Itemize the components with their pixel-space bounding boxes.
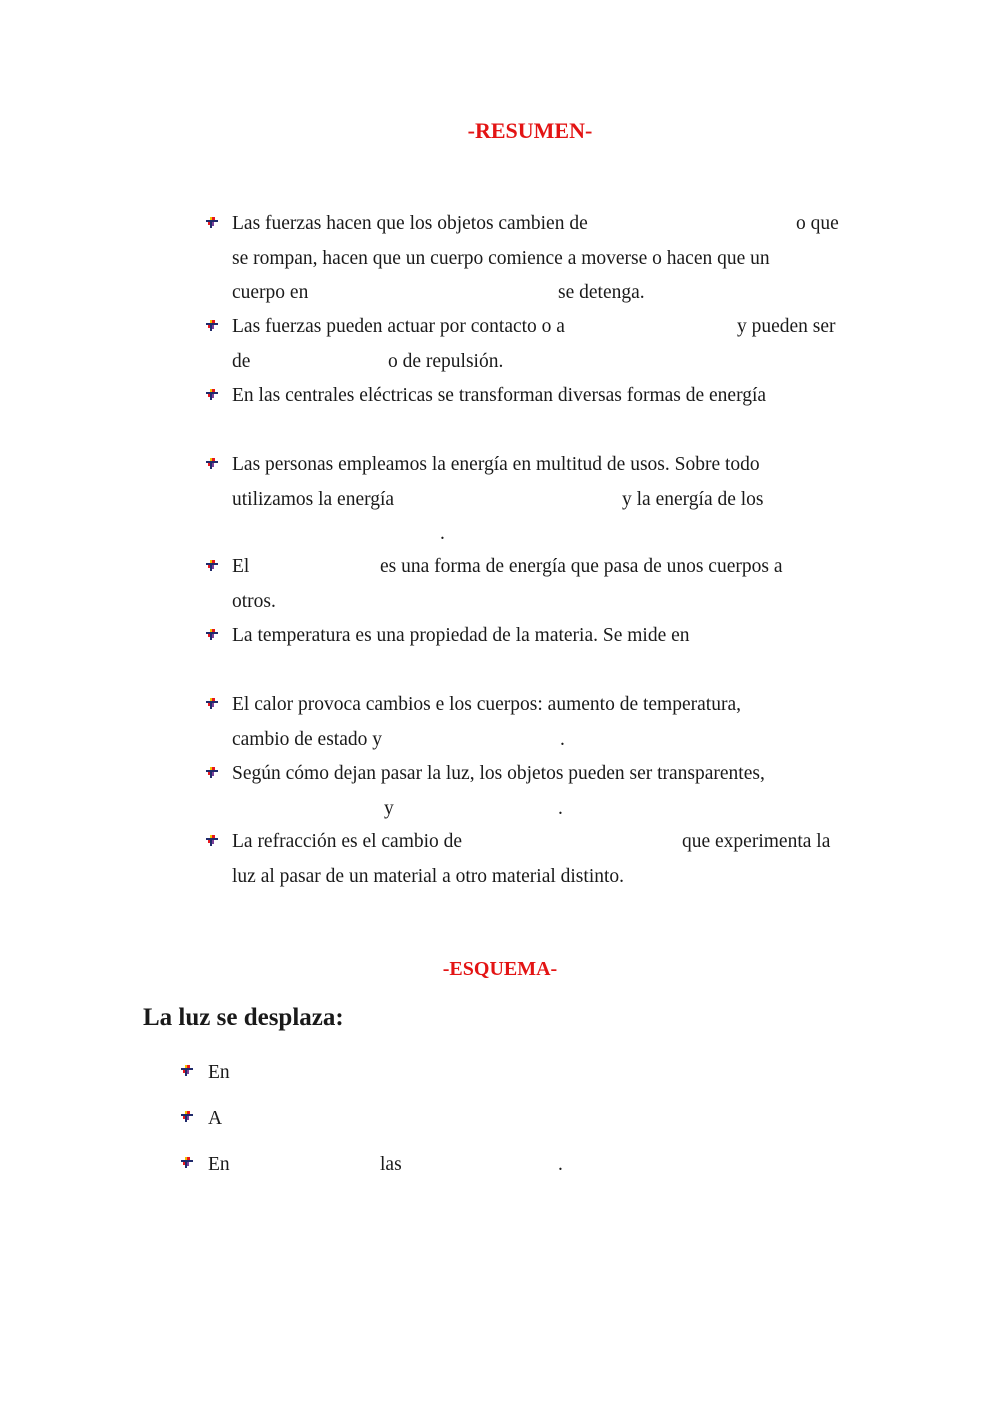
text-segment: que experimenta la <box>682 831 831 852</box>
text-segment: La temperatura es una propiedad de la materia. Se mide en <box>232 625 690 646</box>
text-line <box>232 483 857 518</box>
text-segment: Las fuerzas hacen que los objetos cambien de <box>232 213 588 234</box>
resumen-item <box>232 825 857 894</box>
resumen-title: -RESUMEN- <box>467 118 593 143</box>
resumen-item <box>232 207 857 311</box>
text-line <box>232 825 857 860</box>
text-segment: otros. <box>232 590 276 612</box>
text-segment: y la energía de los <box>622 488 764 510</box>
resumen-item <box>232 619 857 654</box>
text-segment: El calor provoca cambios e los cuerpos: aumento de temperatura, <box>232 694 741 715</box>
bullet-icon <box>203 626 221 644</box>
bullet-icon <box>203 557 221 575</box>
esquema-title: -ESQUEMA- <box>442 958 558 980</box>
text-line <box>232 688 857 723</box>
esquema-item-text: En <box>208 1062 230 1083</box>
text-segment: . <box>440 523 445 544</box>
resumen-item <box>232 550 857 619</box>
bullet-icon <box>178 1154 196 1172</box>
text-line <box>232 345 857 380</box>
text-segment: cambio de estado y <box>232 728 382 750</box>
text-segment: En las centrales eléctricas se transforman diversas formas de energía <box>232 385 767 406</box>
esquema-item-text: las <box>380 1154 402 1175</box>
text-segment: y pueden ser <box>737 316 836 337</box>
esquema-heading: La luz se desplaza: <box>143 1004 344 1031</box>
bullet-icon <box>178 1108 196 1126</box>
bullet-icon <box>203 455 221 473</box>
text-line <box>232 207 857 242</box>
text-line <box>232 379 857 414</box>
resumen-item <box>232 688 857 757</box>
text-segment: de <box>232 350 251 372</box>
text-segment: o de repulsión. <box>388 350 504 372</box>
text-segment: utilizamos la energía <box>232 488 395 510</box>
text-line <box>232 448 857 483</box>
bullet-icon <box>203 317 221 335</box>
bullet-icon <box>203 764 221 782</box>
text-segment: cuerpo en <box>232 282 309 303</box>
text-line <box>232 860 857 895</box>
resumen-item <box>232 310 857 379</box>
text-segment: . <box>558 797 563 819</box>
text-segment: El <box>232 556 250 577</box>
resumen-item <box>232 448 857 552</box>
esquema-item-text: . <box>558 1154 563 1175</box>
esquema-item-text: A <box>208 1108 223 1129</box>
text-segment: La refracción es el cambio de <box>232 831 463 852</box>
text-segment: o que <box>796 213 839 234</box>
text-line <box>232 276 857 311</box>
text-segment: y <box>384 797 394 819</box>
text-line <box>232 517 857 552</box>
text-line <box>232 310 857 345</box>
bullet-icon <box>178 1062 196 1080</box>
text-line <box>232 792 857 827</box>
text-segment: Según cómo dejan pasar la luz, los objetos pueden ser transparentes, <box>232 763 765 784</box>
text-line <box>232 619 857 654</box>
text-line <box>232 550 857 585</box>
text-segment: es una forma de energía que pasa de unos cuerpos a <box>380 556 783 577</box>
text-segment: luz al pasar de un material a otro material distinto. <box>232 865 625 887</box>
text-segment: . <box>560 728 565 750</box>
text-segment: Las personas empleamos la energía en multitud de usos. Sobre todo <box>232 454 760 475</box>
text-line <box>232 757 857 792</box>
text-segment: se detenga. <box>558 282 645 303</box>
text-line <box>232 585 857 620</box>
text-segment: Las fuerzas pueden actuar por contacto o a <box>232 316 565 337</box>
resumen-item <box>232 757 857 826</box>
resumen-item <box>232 379 857 414</box>
bullet-icon <box>203 214 221 232</box>
text-segment: se rompan, hacen que un cuerpo comience a moverse o hacen que un <box>232 247 770 269</box>
bullet-icon <box>203 386 221 404</box>
esquema-item-text: En <box>208 1154 230 1175</box>
text-line <box>232 723 857 758</box>
bullet-icon <box>203 695 221 713</box>
text-line <box>232 242 857 277</box>
bullet-icon <box>203 832 221 850</box>
